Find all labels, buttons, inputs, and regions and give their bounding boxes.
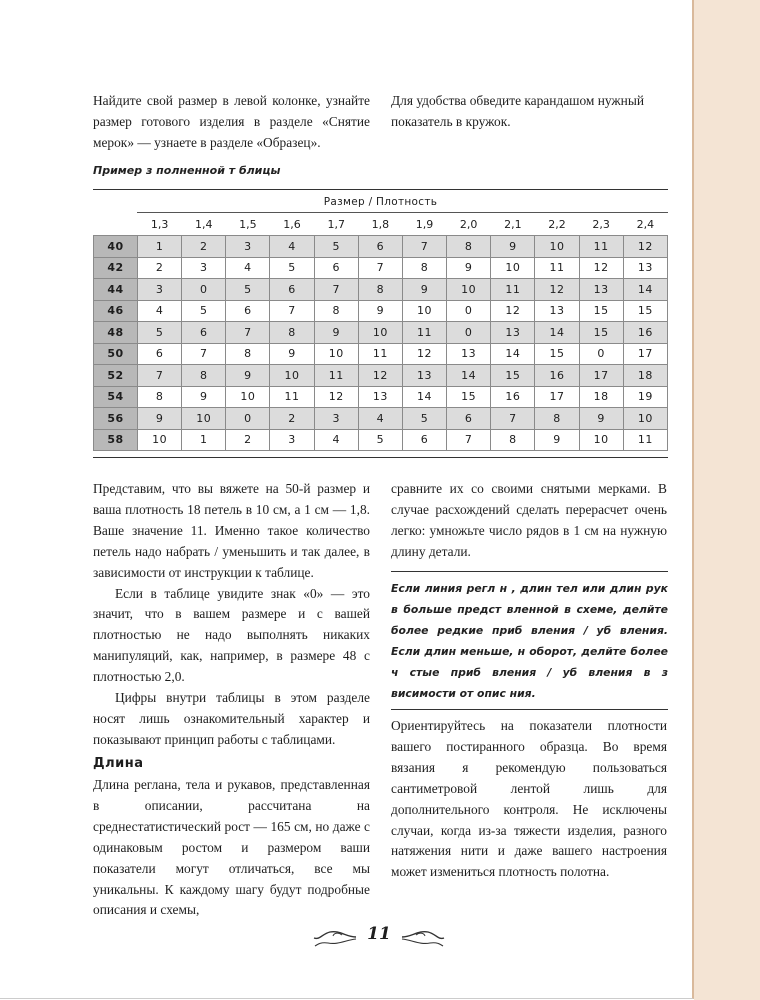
table-cell: 0 (182, 279, 226, 301)
table-cell: 12 (535, 279, 579, 301)
table-cell: 2 (226, 429, 270, 451)
table-cell: 6 (402, 429, 446, 451)
table-row (94, 300, 668, 322)
table-row (94, 408, 668, 430)
table-column-header: 1,5 (239, 217, 257, 231)
table-cell: 13 (535, 300, 579, 322)
table-cell: 9 (314, 322, 358, 344)
table-cell: 11 (358, 343, 402, 365)
note-text: Если линия регл н , длин тел или длин рук в больше предст вленной в схеме, делйте более редкие приб вления / уб вления. Если длин меньше, н оборот, делйте более ч стые приб вления / уб вления в з висимости от опис ния. (391, 582, 668, 700)
table-cell: 14 (447, 365, 491, 387)
table-cell: 8 (314, 300, 358, 322)
table-row (94, 322, 668, 344)
table-cell: 10 (447, 279, 491, 301)
table-cell: 4 (358, 408, 402, 430)
table-cell: 12 (402, 343, 446, 365)
table-cell: 5 (358, 429, 402, 451)
table-cell: 7 (138, 365, 182, 387)
table-cell: 7 (402, 236, 446, 258)
table-cell: 13 (623, 257, 667, 279)
table-row-size: 44 (94, 279, 138, 301)
table-cell: 19 (623, 386, 667, 408)
table-cell: 12 (314, 386, 358, 408)
table-row-size: 42 (94, 257, 138, 279)
table-cell: 8 (535, 408, 579, 430)
table-cell: 3 (270, 429, 314, 451)
table-cell: 9 (579, 408, 623, 430)
table-cell: 7 (182, 343, 226, 365)
table-cell: 9 (138, 408, 182, 430)
table-cell: 5 (314, 236, 358, 258)
table-cell: 10 (402, 300, 446, 322)
table-cell: 13 (402, 365, 446, 387)
table-cell: 15 (535, 343, 579, 365)
intro-right-text: Для удобства обведите карандашом нужный показатель в кружок. (391, 93, 645, 129)
body-left (93, 479, 370, 751)
table-column-header: 1,4 (194, 217, 213, 231)
page-number: 11 (367, 924, 391, 944)
section-heading: Длина (93, 756, 144, 771)
example-table-title: Пример з полненной т блицы (93, 164, 281, 177)
table-cell: 9 (402, 279, 446, 301)
table-cell: 7 (447, 429, 491, 451)
table-cell: 8 (270, 322, 314, 344)
table-cell: 16 (491, 386, 535, 408)
table-row-size: 50 (94, 343, 138, 365)
table-cell: 7 (491, 408, 535, 430)
table-cell: 4 (226, 257, 270, 279)
body-left-paragraph: Представим, что вы вяжете на 50-й размер и ваша плотность 18 петель в 10 см, а 1 см — 1,8. Ваше значение 11. Именно такое количество петель надо набрать / уменьшить и так далее, в зависимости от инструкции к таблице. (93, 481, 370, 580)
intro-left (93, 91, 370, 154)
body-right-bottom (391, 716, 667, 883)
table-cell: 15 (623, 300, 667, 322)
table-row (94, 279, 668, 301)
table-column-header: 1,3 (150, 217, 169, 231)
table-cell: 8 (226, 343, 270, 365)
table-cell: 9 (270, 343, 314, 365)
table-column-header: 2,3 (592, 217, 610, 231)
table-row (94, 343, 668, 365)
table-cell: 5 (270, 257, 314, 279)
table-row (94, 386, 668, 408)
table-cell: 2 (182, 236, 226, 258)
intro-right (391, 91, 667, 133)
table-column-header: 1,8 (371, 217, 390, 231)
table-row (94, 236, 668, 258)
body-right-top-text: сравните их со своими снятыми мерками. В случае расхождений сделать перерасчет очень легко: умножьте число рядов в 1 см на нужную длину детали. (391, 481, 667, 559)
page-edge-strip (694, 0, 760, 1000)
table-cell: 17 (579, 365, 623, 387)
table-column-header: 1,6 (283, 217, 301, 231)
table-cell: 6 (314, 257, 358, 279)
table-cell: 0 (579, 343, 623, 365)
table-row (94, 257, 668, 279)
table-cell: 2 (138, 257, 182, 279)
table-bottom-rule (93, 457, 668, 458)
table-cell: 8 (491, 429, 535, 451)
table-cell: 11 (314, 365, 358, 387)
table-row-size: 48 (94, 322, 138, 344)
table-cell: 15 (579, 322, 623, 344)
table-cell: 3 (182, 257, 226, 279)
table-cell: 12 (623, 236, 667, 258)
table-cell: 5 (138, 322, 182, 344)
table-column-header: 1,7 (327, 217, 345, 231)
table-cell: 11 (535, 257, 579, 279)
table-cell: 11 (623, 429, 667, 451)
table-cell: 12 (491, 300, 535, 322)
table-cell: 1 (182, 429, 226, 451)
table-cell: 12 (358, 365, 402, 387)
intro-left-text: Найдите свой размер в левой колонке, узнайте размер готового изделия в разделе «Снятие мерок» — узнаете в разделе «Образец». (93, 93, 370, 150)
table-cell: 11 (491, 279, 535, 301)
table-cell: 9 (226, 365, 270, 387)
body-right-bottom-text: Ориентируйтесь на показатели плотности вашего постиранного образца. Во время вязания я рекомендую пользоваться сантиметровой лентой лишь для дополнительного контроля. Не исключены случаи, когда из-за тяжести изделия, разного натяжения нити и даже вашего настроения может измениться плотность полотна. (391, 718, 667, 880)
table-cell: 6 (270, 279, 314, 301)
section-text: Длина реглана, тела и рукавов, представленная в описании, рассчитана на среднестатистический рост — 165 см, но даже с одинаковым ростом и размером ваши показатели могут отличаться, все мы уникальны. К каждому шагу будут подробные описания и схемы, (93, 777, 370, 918)
table-cell: 10 (270, 365, 314, 387)
table-cell: 10 (579, 429, 623, 451)
table-column-headers (94, 213, 668, 236)
table-cell: 5 (182, 300, 226, 322)
table-cell: 17 (623, 343, 667, 365)
table-cell: 3 (138, 279, 182, 301)
table-cell: 9 (182, 386, 226, 408)
table-cell: 3 (226, 236, 270, 258)
section-body (93, 775, 370, 921)
table-row (94, 429, 668, 451)
table-cell: 10 (535, 236, 579, 258)
table-row-size: 58 (94, 429, 138, 451)
table-cell: 9 (491, 236, 535, 258)
table-cell: 8 (447, 236, 491, 258)
table-cell: 13 (491, 322, 535, 344)
table-cell: 14 (623, 279, 667, 301)
table-corner (94, 213, 138, 236)
table-cell: 5 (402, 408, 446, 430)
table-cell: 6 (226, 300, 270, 322)
body-left-paragraph: Цифры внутри таблицы в этом разделе носят лишь ознакомительный характер и показывают принцип работы с таблицами. (93, 690, 370, 747)
table-cell: 7 (358, 257, 402, 279)
table-cell: 18 (623, 365, 667, 387)
table-cell: 6 (358, 236, 402, 258)
note-box (391, 571, 668, 710)
table-cell: 11 (270, 386, 314, 408)
table-cell: 18 (579, 386, 623, 408)
table-cell: 9 (535, 429, 579, 451)
table-row-size: 52 (94, 365, 138, 387)
table-cell: 1 (138, 236, 182, 258)
table-cell: 7 (270, 300, 314, 322)
table-cell: 13 (447, 343, 491, 365)
table-cell: 12 (579, 257, 623, 279)
table-cell: 10 (623, 408, 667, 430)
table-cell: 7 (314, 279, 358, 301)
table-cell: 9 (447, 257, 491, 279)
body-left-paragraph: Если в таблице увидите знак «0» — это значит, что в вашем размере и с вашей плотностью не надо выполнять никаких манипуляций, как, например, в размере 48 с плотностью 2,0. (93, 585, 370, 685)
table-column-header: 2,4 (636, 217, 655, 231)
table-cell: 4 (314, 429, 358, 451)
table-header: Размер / Плотность (323, 196, 438, 208)
table-row-size: 54 (94, 386, 138, 408)
table-cell: 16 (535, 365, 579, 387)
table-cell: 11 (402, 322, 446, 344)
table-cell: 0 (226, 408, 270, 430)
table-cell: 5 (226, 279, 270, 301)
table-column-header: 2,0 (459, 217, 478, 231)
table-column-header: 1,9 (415, 217, 434, 231)
table-cell: 15 (491, 365, 535, 387)
table-row (94, 365, 668, 387)
table-cell: 6 (138, 343, 182, 365)
table-cell: 13 (358, 386, 402, 408)
table-row-size: 56 (94, 408, 138, 430)
table-cell: 14 (535, 322, 579, 344)
table-cell: 10 (358, 322, 402, 344)
table-cell: 2 (270, 408, 314, 430)
page-footer (0, 920, 692, 956)
table-cell: 9 (358, 300, 402, 322)
table-cell: 11 (579, 236, 623, 258)
flourish-left-icon (312, 926, 358, 948)
table-cell: 8 (182, 365, 226, 387)
table-cell: 0 (447, 322, 491, 344)
table-cell: 10 (314, 343, 358, 365)
table-cell: 13 (579, 279, 623, 301)
table-cell: 17 (535, 386, 579, 408)
table-cell: 10 (226, 386, 270, 408)
table-cell: 14 (491, 343, 535, 365)
flourish-right-icon (400, 926, 446, 948)
table-cell: 4 (138, 300, 182, 322)
table-cell: 8 (138, 386, 182, 408)
density-table-block (93, 189, 668, 458)
table-row-size: 40 (94, 236, 138, 258)
table-cell: 16 (623, 322, 667, 344)
table-cell: 10 (182, 408, 226, 430)
table-cell: 15 (447, 386, 491, 408)
body-right-top (391, 479, 667, 563)
table-cell: 6 (447, 408, 491, 430)
table-cell: 14 (402, 386, 446, 408)
table-cell: 8 (402, 257, 446, 279)
table-cell: 8 (358, 279, 402, 301)
table-cell: 0 (447, 300, 491, 322)
table-cell: 3 (314, 408, 358, 430)
table-cell: 15 (579, 300, 623, 322)
density-table (93, 213, 668, 451)
table-cell: 4 (270, 236, 314, 258)
table-cell: 6 (182, 322, 226, 344)
table-cell: 10 (491, 257, 535, 279)
table-column-header: 2,1 (504, 217, 522, 231)
table-cell: 7 (226, 322, 270, 344)
table-row-size: 46 (94, 300, 138, 322)
table-cell: 10 (138, 429, 182, 451)
table-column-header: 2,2 (548, 217, 566, 231)
